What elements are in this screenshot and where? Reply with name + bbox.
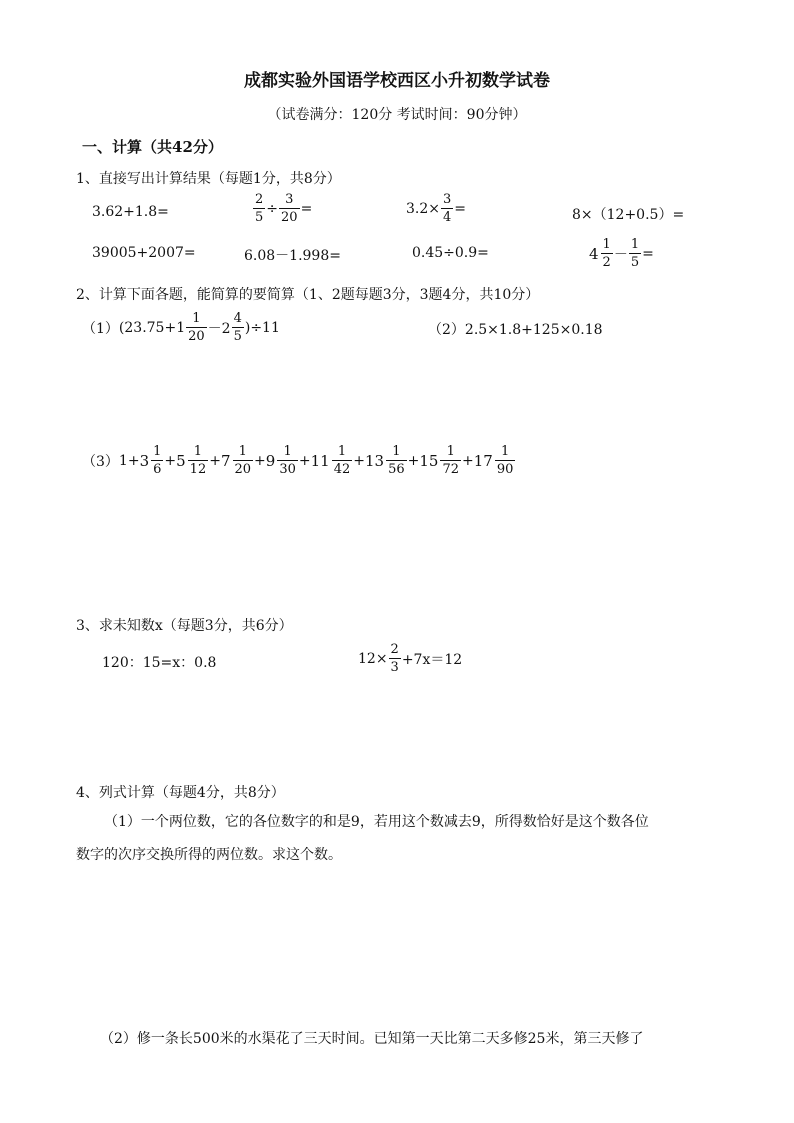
fraction: 1 6 [153,444,162,477]
fraction: 4 5 [233,311,242,344]
q1-item-e: 39005+2007= [92,245,196,261]
q3-problem-2: 12× $\frac{2}{3}$ +7x＝12 [358,642,463,675]
mixed-number: 3 1 6 [139,444,162,477]
q1-heading: 1、直接写出计算结果（每题1分，共8分） [76,171,341,187]
fraction: 1 12 [189,444,207,477]
q4-heading: 4、列式计算（每题4分，共8分） [76,785,285,801]
fraction: 1 90 [496,444,514,477]
q1-item-a: 3.62+1.8= [92,204,169,220]
mixed-number: 13 1 56 [364,444,405,477]
q2-problem-1: （1） (23.75+1 1 20 －2 4 5 )÷11 [82,311,280,344]
fraction: $\frac{3}{4}$ [443,192,452,225]
fraction: $\frac{1}{5}$ [630,237,640,270]
q3-heading: 3、求未知数x（每题3分，共6分） [76,618,293,634]
fraction: 1 72 [442,444,459,477]
mixed-number: 9 1 30 [265,444,296,477]
q4-problem-1-line2: 数字的次序交换所得的两位数。求这个数。 [76,847,342,863]
q2-problem-2: （2）2.5×1.8+125×0.18 [428,322,603,338]
fraction: 1 30 [279,444,296,477]
section-heading: 一、计算（共42分） [82,138,223,156]
page-title: 成都实验外国语学校西区小升初数学试卷 [244,71,550,91]
fraction: $\frac{3}{20}$ [281,192,298,225]
q1-item-d: 8×（12+0.5）= [572,207,685,223]
mixed-number: 5 1 12 [176,444,207,477]
fraction: 1 20 [188,311,205,344]
mixed-number: 11 1 42 [310,444,351,477]
q2-heading: 2、计算下面各题，能简算的要简算（1、2题每题3分，3题4分，共10分） [76,287,540,303]
mixed-number: 15 1 72 [419,444,459,477]
fraction: $\frac{2}{3}$ [390,642,399,675]
q4-problem-2-line1: （2）修一条长500米的水渠花了三天时间。已知第一天比第二天多修25米，第三天修了 [100,1031,644,1047]
q1-item-f: 6.08－1.998= [244,248,341,264]
fraction: 1 42 [333,444,351,477]
fraction: $\frac{2}{5}$ [255,192,264,225]
q3-problem-1: 120：15=x：0.8 [102,655,217,671]
q1-item-b: $\frac{2}{5}$ ÷ $\frac{3}{20}$ = [255,192,313,225]
q1-item-c: 3.2× $\frac{3}{4}$ = [406,192,467,225]
mixed-number: 7 1 20 [220,444,252,477]
fraction: 1 56 [388,444,405,477]
q2-problem-3: （3） 1+ 3 1 6 + 5 1 12 + 7 1 20 + 9 1 30 + 11 1 42 + 13 1 56 + 15 1 72 + 17 1 90 [82,445,516,476]
q4-problem-1-line1: （1）一个两位数，它的各位数字的和是9，若用这个数减去9，所得数恰好是这个数各位 [104,814,649,830]
q1-item-g: 0.45÷0.9= [412,245,489,261]
q1-item-h: 4 1 2 － $\frac{1}{5}$ = [589,237,654,270]
exam-info: （试卷满分：120分 考试时间：90分钟） [267,107,527,123]
mixed-number: 17 1 90 [473,444,514,477]
fraction: 1 20 [234,444,252,477]
fraction: 1 2 [602,237,611,270]
